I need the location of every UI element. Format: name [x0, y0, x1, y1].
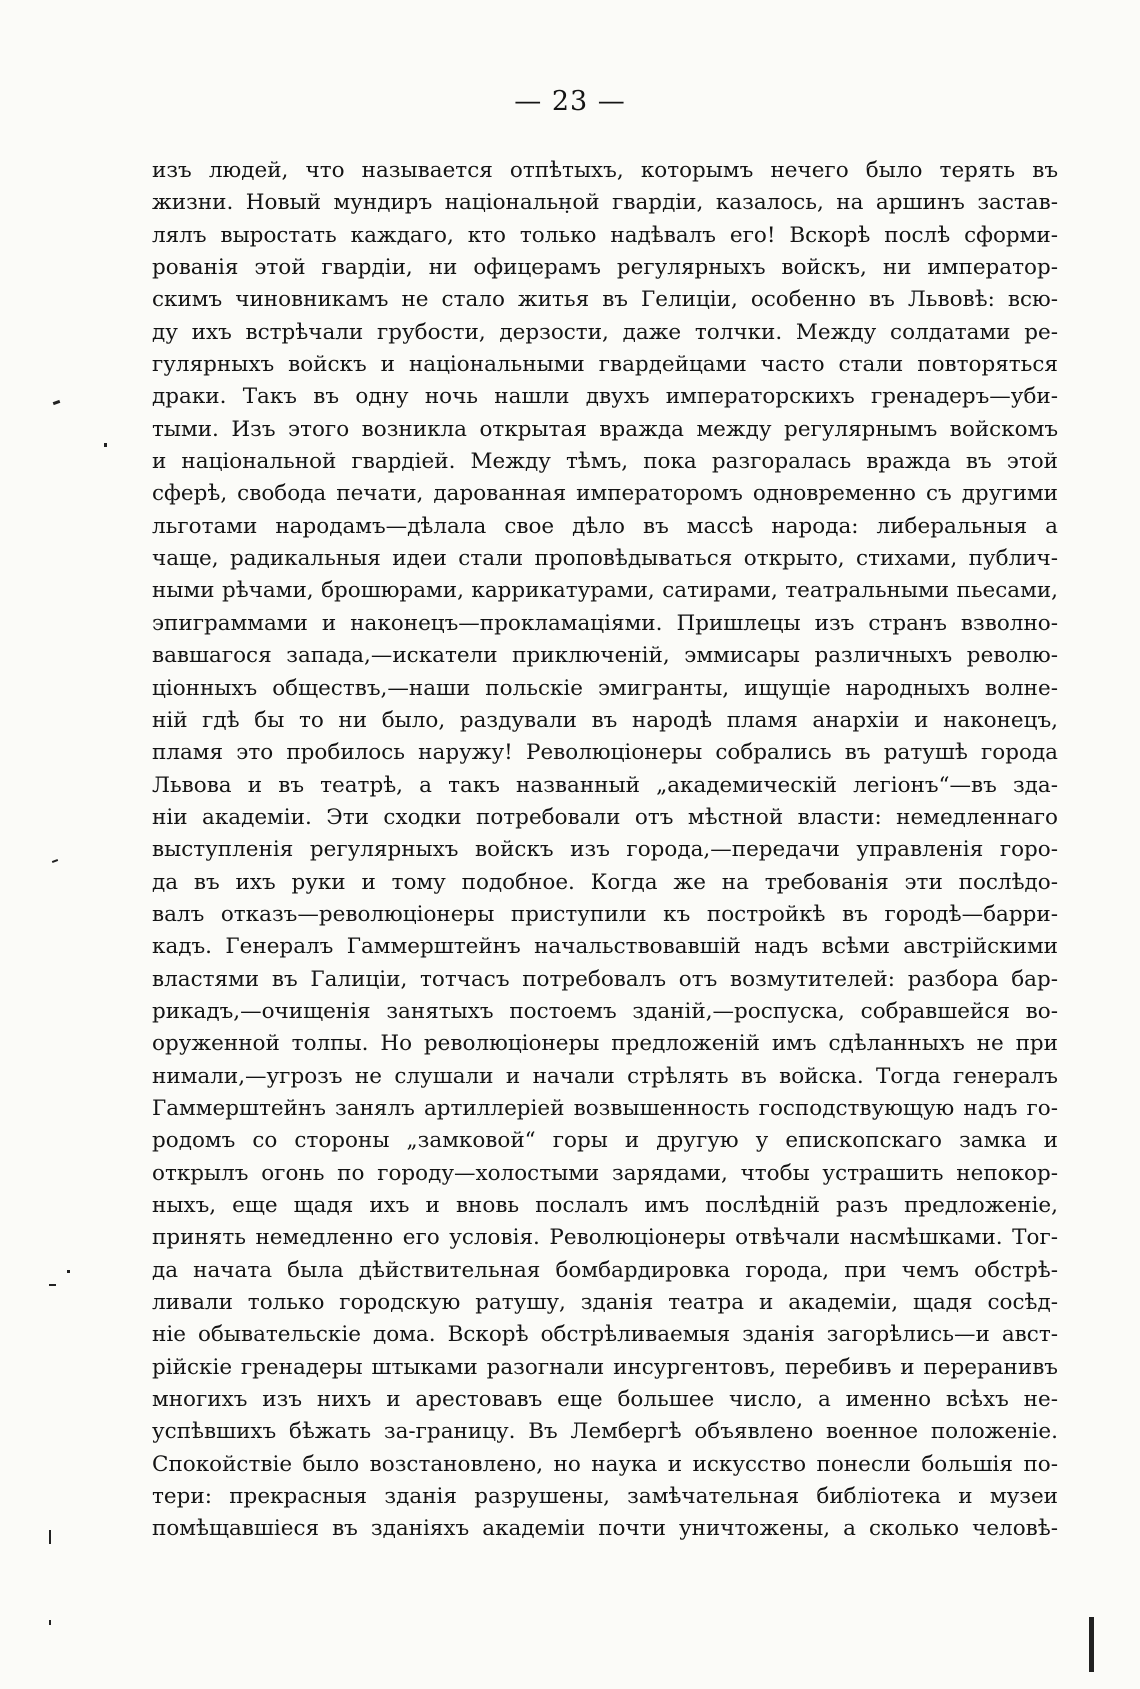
text-line: родомъ со стороны „замковой“ горы и другую у епископскаго замка и [152, 1128, 1058, 1154]
text-line: лялъ выростать каждаго, кто только надѣвалъ его! Вскорѣ послѣ сформи- [152, 222, 1058, 248]
text-line: эпиграммами и наконецъ—прокламаціями. Пришлецы изъ странъ взволно- [152, 610, 1058, 636]
text-line: тыми. Изъ этого возникла открытая вражда между регулярнымъ войскомъ [152, 416, 1058, 442]
text-line: льготами народамъ—дѣлала свое дѣло въ массѣ народа: либеральныя а [152, 513, 1058, 539]
text-line: ныхъ, еще щадя ихъ и вновь послалъ имъ послѣдній разъ предложеніе, [152, 1193, 1058, 1218]
text-line: кадъ. Генералъ Гаммерштейнъ начальствовавшій надъ всѣми австрійскими [152, 934, 1058, 960]
text-line: ливали только городскую ратушу, зданія театра и академіи, щадя сосѣд- [152, 1290, 1058, 1316]
text-line: пламя это пробилось наружу! Революціонеры собрались въ ратушѣ города [152, 740, 1058, 766]
text-line: гулярныхъ войскъ и національными гвардейцами часто стали повторяться [152, 352, 1058, 378]
margin-speck [52, 859, 58, 863]
text-line: рованія этой гвардіи, ни офицерамъ регулярныхъ войскъ, ни император- [152, 255, 1058, 281]
text-line: Спокойствіе было возстановлено, но наука и искусство понесли большія по- [152, 1451, 1058, 1477]
text-line: ціонныхъ обществъ,—наши польскіе эмигранты, ищущіе народныхъ волне- [152, 675, 1058, 701]
text-line: и національной гвардіей. Между тѣмъ, пока разгоралась вражда въ этой [152, 449, 1058, 475]
text-line: Гаммерштейнъ занялъ артиллеріей возвышенность господствующую надъ го- [152, 1095, 1058, 1121]
text-line: принять немедленно его условія. Революціонеры отвѣчали насмѣшками. Тог- [152, 1225, 1058, 1251]
text-line: драки. Такъ въ одну ночь нашли двухъ императорскихъ гренадеръ—уби- [152, 384, 1058, 410]
text-line: ду ихъ встрѣчали грубости, дерзости, даже толчки. Между солдатами ре- [152, 319, 1058, 345]
text-line: валъ отказъ—революціонеры приступили къ постройкѣ въ городѣ—барри- [152, 901, 1058, 927]
margin-speck [49, 1284, 56, 1286]
text-line: ными рѣчами, брошюрами, каррикатурами, сатирами, театральными пьесами, [152, 578, 1058, 604]
text-line: многихъ изъ нихъ и арестовавъ еще большее число, а именно всѣхъ не- [152, 1387, 1058, 1413]
margin-speck [53, 400, 61, 405]
margin-speck [104, 443, 107, 447]
text-line: успѣвшихъ бѣжать за-границу. Въ Лембергѣ объявлено военное положеніе. [152, 1419, 1058, 1445]
text-line: открылъ огонь по городу—холостыми зарядами, чтобы устрашить непокор- [152, 1160, 1058, 1186]
page-number: — 23 — [514, 86, 626, 117]
text-line: вавшагося запада,—искатели приключеній, эммисары различныхъ револю- [152, 643, 1058, 669]
text-line: ніе обывательскіе дома. Вскорѣ обстрѣливаемыя зданія загорѣлись—и авст- [152, 1322, 1058, 1348]
text-line: ній гдѣ бы то ни было, раздували въ народѣ пламя анархіи и наконецъ, [152, 707, 1058, 733]
text-line: рикадъ,—очищенія занятыхъ постоемъ зданій,—роспуска, собравшейся во- [152, 998, 1058, 1024]
text-line: Львова и въ театрѣ, а такъ названный „академическій легіонъ“—въ зда- [152, 772, 1058, 798]
text-line: да въ ихъ руки и тому подобное. Когда же на требованія эти послѣдо- [152, 869, 1058, 895]
text-line: изъ людей, что называется отпѣтыхъ, которымъ нечего было терять въ [152, 158, 1058, 183]
margin-speck [49, 1620, 51, 1625]
margin-speck [67, 1270, 70, 1273]
text-line: чаще, радикальныя идеи стали проповѣдываться открыто, стихами, публич- [152, 546, 1058, 572]
text-line: сферѣ, свобода печати, дарованная императоромъ одновременно съ другими [152, 481, 1058, 507]
text-line: ніи академіи. Эти сходки потребовали отъ мѣстной власти: немедленнаго [152, 804, 1058, 830]
body-text [152, 155, 1058, 1546]
text-line: властями въ Галиціи, тотчасъ потребовалъ отъ возмутителей: разбора бар- [152, 966, 1058, 992]
text-line: оруженной толпы. Но революціонеры предложеній имъ сдѣланныхъ не при [152, 1031, 1058, 1057]
text-line: да начата была дѣйствительная бомбардировка города, при чемъ обстрѣ- [152, 1257, 1058, 1283]
margin-speck [49, 1530, 51, 1544]
text-line: скимъ чиновникамъ не стало житья въ Гелиціи, особенно въ Львовѣ: всю- [152, 287, 1058, 313]
text-line: нимали,—угрозъ не слушали и начали стрѣлять въ войска. Тогда генералъ [152, 1063, 1058, 1089]
scan-edge-mark [1089, 1617, 1094, 1672]
text-line: рійскіе гренадеры штыками разогнали инсургентовъ, перебивъ и переранивъ [152, 1354, 1058, 1380]
text-line: выступленія регулярныхъ войскъ изъ города,—передачи управленія горо- [152, 837, 1058, 863]
text-line: помѣщавшіеся въ зданіяхъ академіи почти уничтожены, а сколько человѣ- [152, 1516, 1058, 1542]
text-line: тери: прекрасныя зданія разрушены, замѣчательная библіотека и музеи [152, 1484, 1058, 1510]
text-line: жизни. Новый мундиръ національн̣ой гвардіи, казалось, на аршинъ застав- [152, 190, 1058, 216]
